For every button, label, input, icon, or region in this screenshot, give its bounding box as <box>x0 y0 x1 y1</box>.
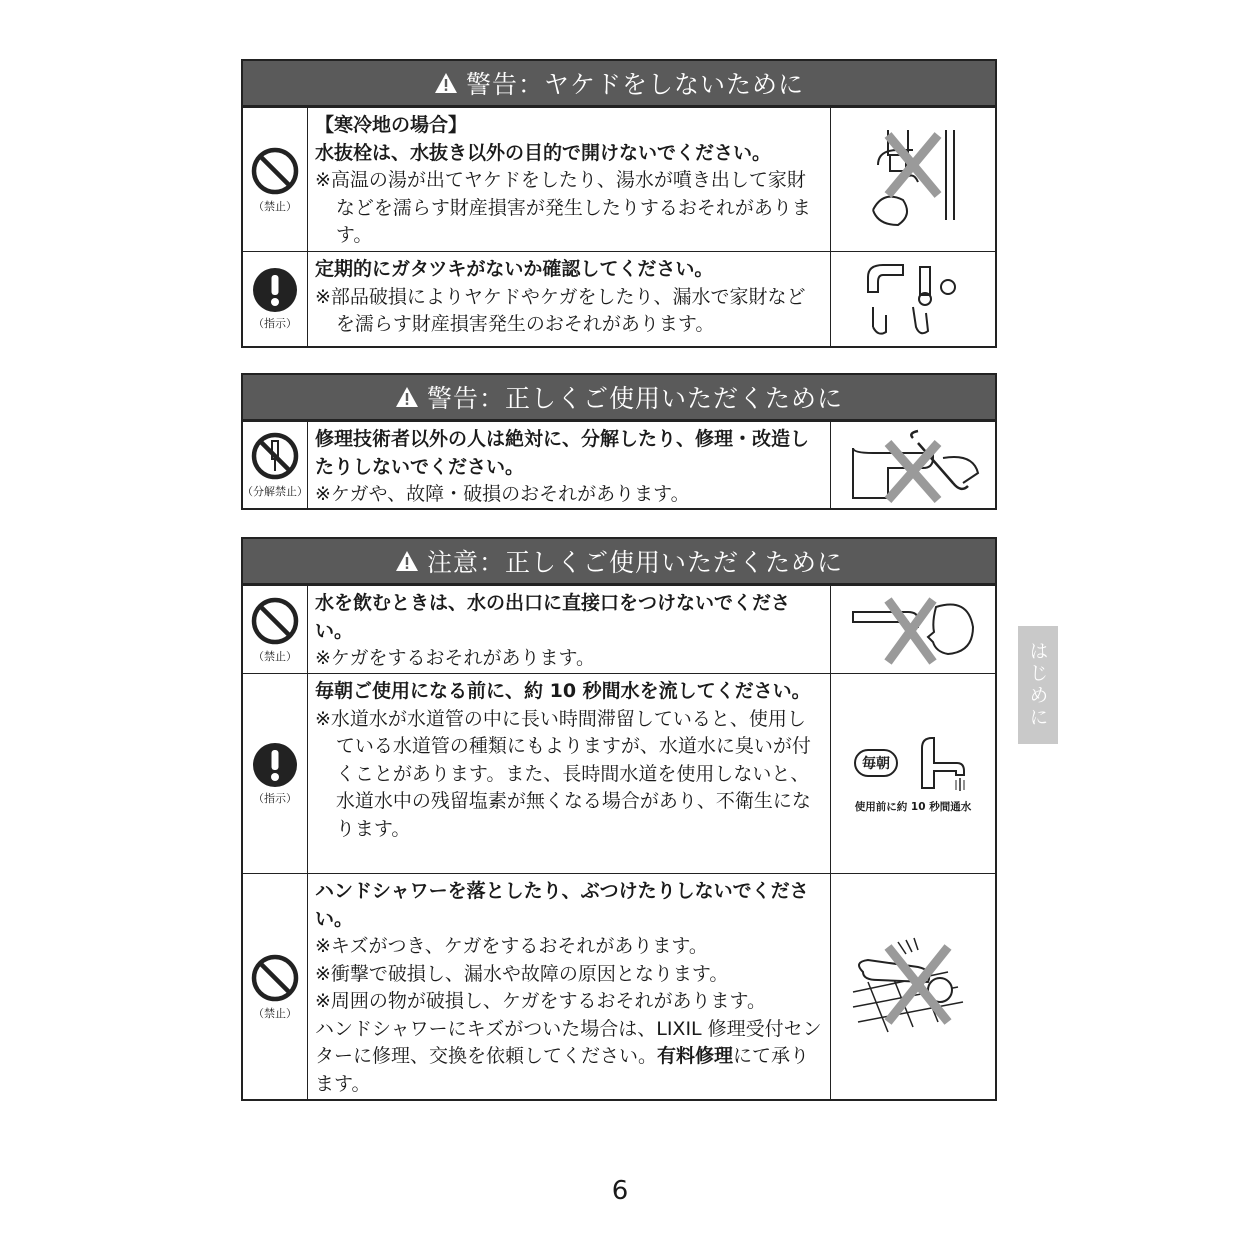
drinking-illustration <box>831 586 995 673</box>
icon-caption: （禁止） <box>253 1006 297 1020</box>
icon-cell <box>243 108 308 251</box>
note-text: ※水道水が水道管の中に長い時間滞留していると、使用している水道管の種類にもよりますが、水道水に臭いが付くことがあります。また、長時間水道を使用しないと、水道水中の残留塩素が無くなる場合があり、不衛生になります。 <box>315 707 811 840</box>
faucet-check-illustration <box>831 252 995 346</box>
warning-row <box>243 251 995 346</box>
row-text <box>308 586 831 673</box>
section-title: 警告：正しくご使用いただくために <box>426 384 843 413</box>
row-text <box>308 422 831 508</box>
icon-caption: （禁止） <box>253 199 297 213</box>
warning-usage-box <box>241 373 997 510</box>
main-instruction: 修理技術者以外の人は絶対に、分解したり、修理・改造したりしないでください。 <box>315 428 810 478</box>
warning-burn-box <box>241 59 997 348</box>
note-text: ※部品破損によりヤケドやケガをしたり、漏水で家財などを濡らす財産損害発生のおそれがあります。 <box>315 285 806 335</box>
wrench-illustration <box>831 422 995 508</box>
subheading: 【寒冷地の場合】 <box>315 114 468 136</box>
main-instruction: ハンドシャワーを落としたり、ぶつけたりしないでください。 <box>315 880 809 930</box>
section-header <box>243 375 995 421</box>
section-title: 注意：正しくご使用いただくために <box>426 548 843 577</box>
icon-caption: （指示） <box>253 791 297 805</box>
note-text: ※ケガや、故障・破損のおそれがあります。 <box>315 483 690 505</box>
icon-cell <box>243 422 308 508</box>
section-header <box>243 539 995 585</box>
warning-triangle-icon <box>434 72 458 94</box>
repair-suffix: にて承ります。 <box>315 1045 810 1095</box>
main-instruction: 水抜栓は、水抜き以外の目的で開けないでください。 <box>315 141 772 164</box>
repair-text: ハンドシャワーにキズがついた場合は、LIXIL 修理受付センターに修理、交換を依頼してください。 <box>315 1017 822 1067</box>
row-text <box>308 674 831 873</box>
caution-usage-box <box>241 537 997 1101</box>
note-text: ※高温の湯が出てヤケドをしたり、湯水が噴き出して家財などを濡らす財産損害が発生したりするおそれがあります。 <box>315 169 811 246</box>
icon-caption: （禁止） <box>253 649 297 663</box>
main-instruction: 水を飲むときは、水の出口に直接口をつけないでください。 <box>315 592 791 642</box>
icon-cell <box>243 586 308 673</box>
note-text: ※衝撃で破損し、漏水や故障の原因となります。 <box>315 962 729 985</box>
morning-badge: 毎朝 <box>854 749 898 777</box>
warning-triangle-icon <box>395 550 419 572</box>
page-number: 6 <box>611 1176 629 1206</box>
warning-triangle-icon <box>395 386 419 408</box>
row-text <box>308 874 831 1099</box>
paid-repair-text: 有料修理 <box>657 1045 734 1067</box>
no-disassembly-icon <box>250 431 300 481</box>
icon-cell <box>243 252 308 346</box>
instruction-icon <box>252 742 298 788</box>
icon-caption: （指示） <box>253 317 297 330</box>
section-title: 警告：ヤケドをしないために <box>465 70 804 99</box>
warning-row <box>243 421 995 508</box>
faucet-icon <box>912 733 972 793</box>
icon-cell <box>243 674 308 873</box>
row-text <box>308 108 831 251</box>
main-instruction: 毎朝ご使用になる前に、約 10 秒間水を流してください。 <box>315 680 811 702</box>
row-text <box>308 252 831 346</box>
section-header <box>243 61 995 107</box>
icon-caption: （分解禁止） <box>242 485 308 498</box>
prohibited-icon <box>250 596 300 646</box>
dropped-shower-illustration <box>831 874 995 1099</box>
side-tab: はじめに <box>1018 626 1058 744</box>
caution-row <box>243 673 995 873</box>
prohibited-icon <box>250 146 300 196</box>
warning-row <box>243 107 995 251</box>
repair-paragraph <box>315 1016 822 1099</box>
drain-valve-illustration <box>831 108 995 251</box>
morning-flush-illustration <box>831 674 995 873</box>
icon-cell <box>243 874 308 1099</box>
caution-row <box>243 873 995 1099</box>
instruction-icon <box>252 267 298 313</box>
pic-caption: 使用前に約 10 秒間通水 <box>854 801 972 813</box>
note-text: ※周囲の物が破損し、ケガをするおそれがあります。 <box>315 990 767 1012</box>
caution-row <box>243 585 995 673</box>
note-text: ※キズがつき、ケガをするおそれがあります。 <box>315 935 708 957</box>
main-instruction: 定期的にガタツキがないか確認してください。 <box>315 258 714 280</box>
note-text: ※ケガをするおそれがあります。 <box>315 647 596 669</box>
prohibited-icon <box>250 953 300 1003</box>
